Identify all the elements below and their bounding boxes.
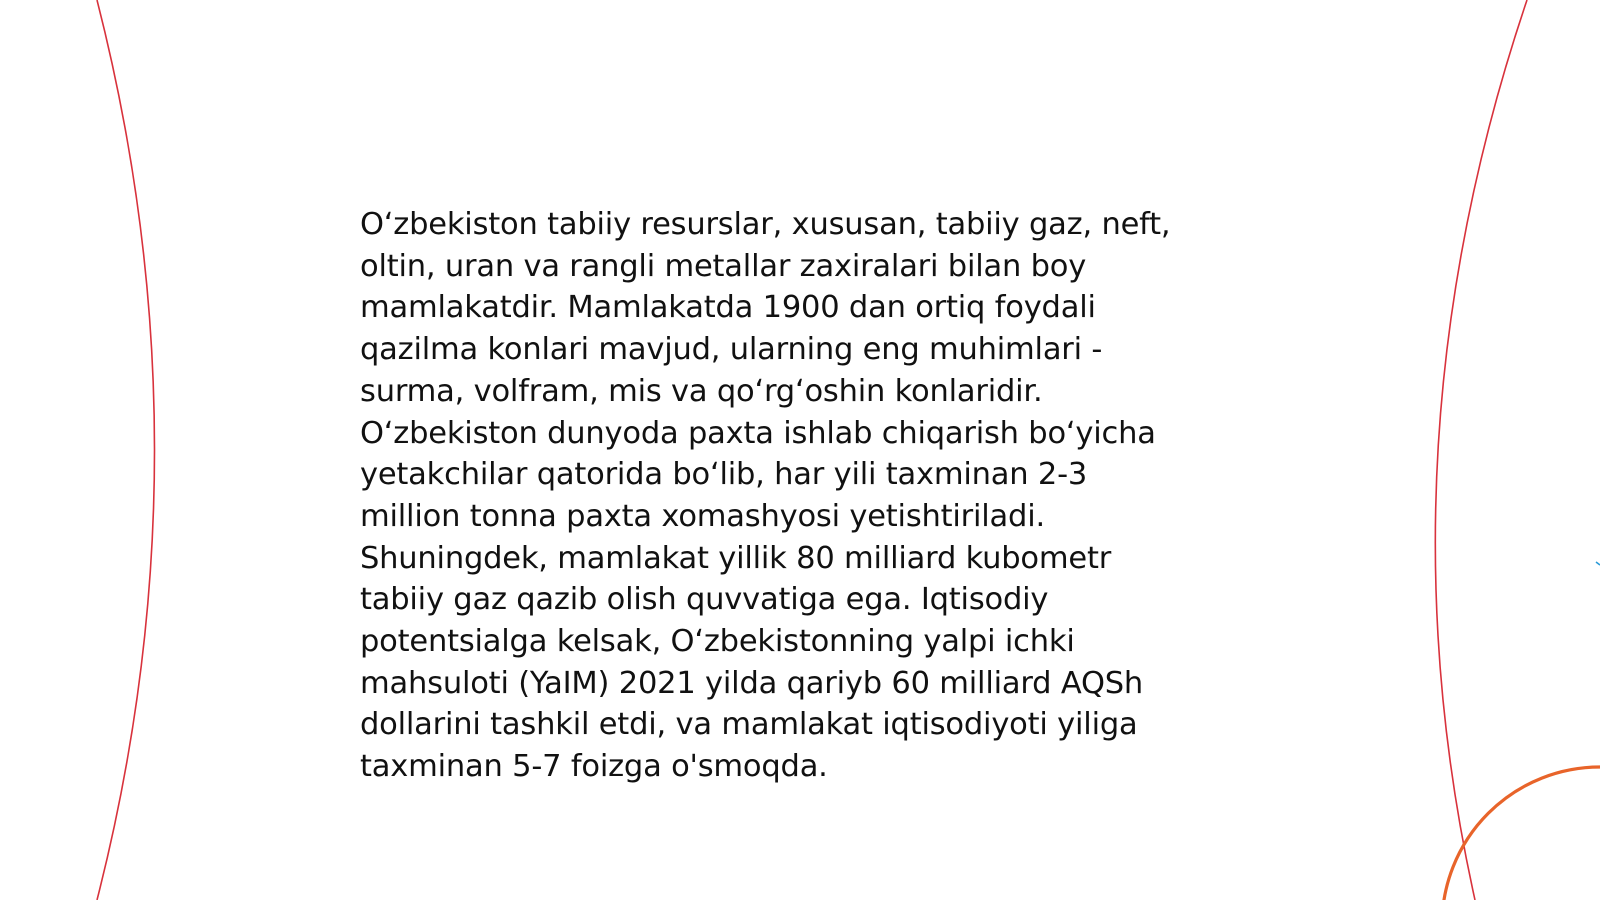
right-arc: [1435, 0, 1527, 900]
blue-accent-mark: [1596, 562, 1600, 565]
orange-circle-arc: [1442, 767, 1600, 900]
body-paragraph: O‘zbekiston tabiiy resurslar, xususan, tabiiy gaz, neft, oltin, uran va rangli metallar zaxiralari bilan boy mamlakatdir. Mamlakatda 1900 dan ortiq foydali qazilma konlari mavjud, ularning eng muhimlari - surma, volfram, mis va qo‘rg‘oshin konlaridir. O‘zbekiston dunyoda paxta ishlab chiqarish bo‘yicha yetakchilar qatorida bo‘lib, har yili taxminan 2-3 million tonna paxta xomashyosi yetishtiriladi. Shuningdek, mamlakat yillik 80 milliard kubometr tabiiy gaz qazib olish quvvatiga ega. Iqtisodiy potentsialga kelsak, O‘zbekistonning yalpi ichki mahsuloti (YaIM) 2021 yilda qariyb 60 milliard AQSh dollarini tashkil etdi, va mamlakat iqtisodiyoti yiliga taxminan 5-7 foizga o'smoqda.: [360, 207, 1171, 785]
left-arc: [97, 0, 155, 900]
